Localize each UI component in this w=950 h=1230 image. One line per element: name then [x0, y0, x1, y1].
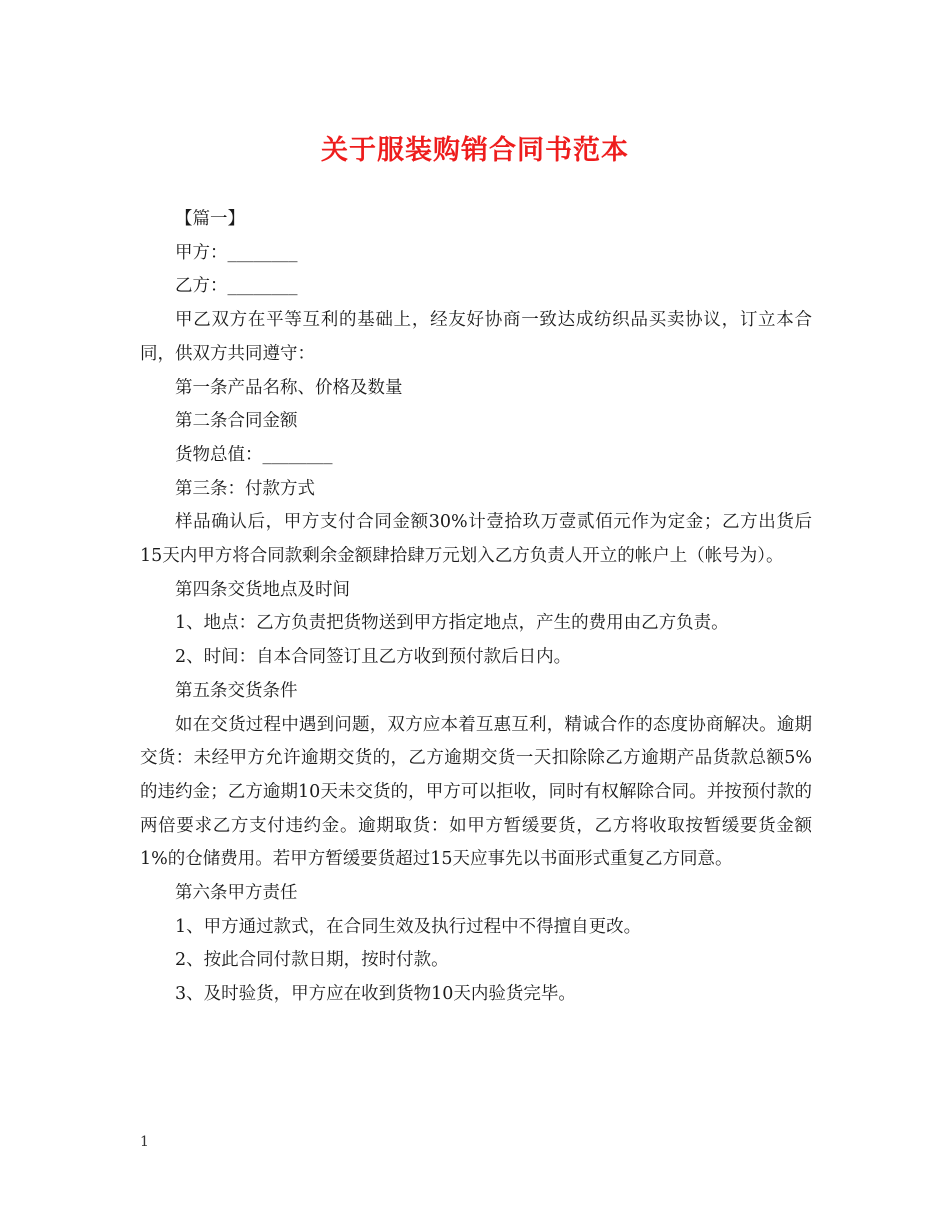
- article-3-heading: 第三条：付款方式: [175, 478, 315, 499]
- delivery-time-item: 2、时间：自本合同签订且乙方收到预付款后日内。: [175, 647, 572, 668]
- article-2-heading: 第二条合同金额: [175, 411, 298, 432]
- party-a-line: 甲方：________: [175, 242, 298, 263]
- document-title: 关于服装购销合同书范本: [321, 135, 629, 166]
- article-5-heading: 第五条交货条件: [175, 680, 298, 701]
- payment-paragraph: 样品确认后，甲方支付合同金额30%计壹拾玖万壹贰佰元作为定金；乙方出货后15天内甲方将合同款剩余金额肆拾肆万元划入乙方负责人开立的帐户上（帐号为）。: [140, 512, 812, 567]
- party-b-line: 乙方：________: [175, 276, 298, 297]
- intro-paragraph: 甲乙双方在平等互利的基础上，经友好协商一致达成纺织品买卖协议，订立本合同，供双方共同遵守：: [140, 310, 812, 364]
- delivery-location-item: 1、地点：乙方负责把货物送到甲方指定地点，产生的费用由乙方负责。: [175, 613, 729, 634]
- party-a-duty-2: 2、按此合同付款日期，按时付款。: [175, 950, 449, 971]
- article-4-heading: 第四条交货地点及时间: [175, 579, 350, 600]
- page-number: 1: [140, 1134, 149, 1150]
- article-6-heading: 第六条甲方责任: [175, 883, 298, 904]
- delivery-terms-paragraph: 如在交货过程中遇到问题，双方应本着互惠互利，精诚合作的态度协商解决。逾期交货：未经甲方允许逾期交货的，乙方逾期交货一天扣除除乙方逾期产品货款总额5%的违约金；乙方逾期10天未交货的，甲方可以拒收，同时有权解除合同。并按预付款的两倍要求乙方支付违约金。逾期取货：如甲方暂缓要货，乙方将收取按暂缓要货金额1%的仓储费用。若甲方暂缓要货超过15天应事先以书面形式重复乙方同意。: [140, 714, 812, 870]
- article-1-heading: 第一条产品名称、价格及数量: [175, 377, 403, 398]
- total-value-line: 货物总值：________: [175, 444, 333, 465]
- section-heading: 【篇一】: [175, 209, 245, 229]
- party-a-duty-1: 1、甲方通过款式，在合同生效及执行过程中不得擅自更改。: [175, 916, 642, 937]
- document-body: [140, 203, 812, 1012]
- party-a-duty-3: 3、及时验货，甲方应在收到货物10天内验货完毕。: [175, 984, 576, 1005]
